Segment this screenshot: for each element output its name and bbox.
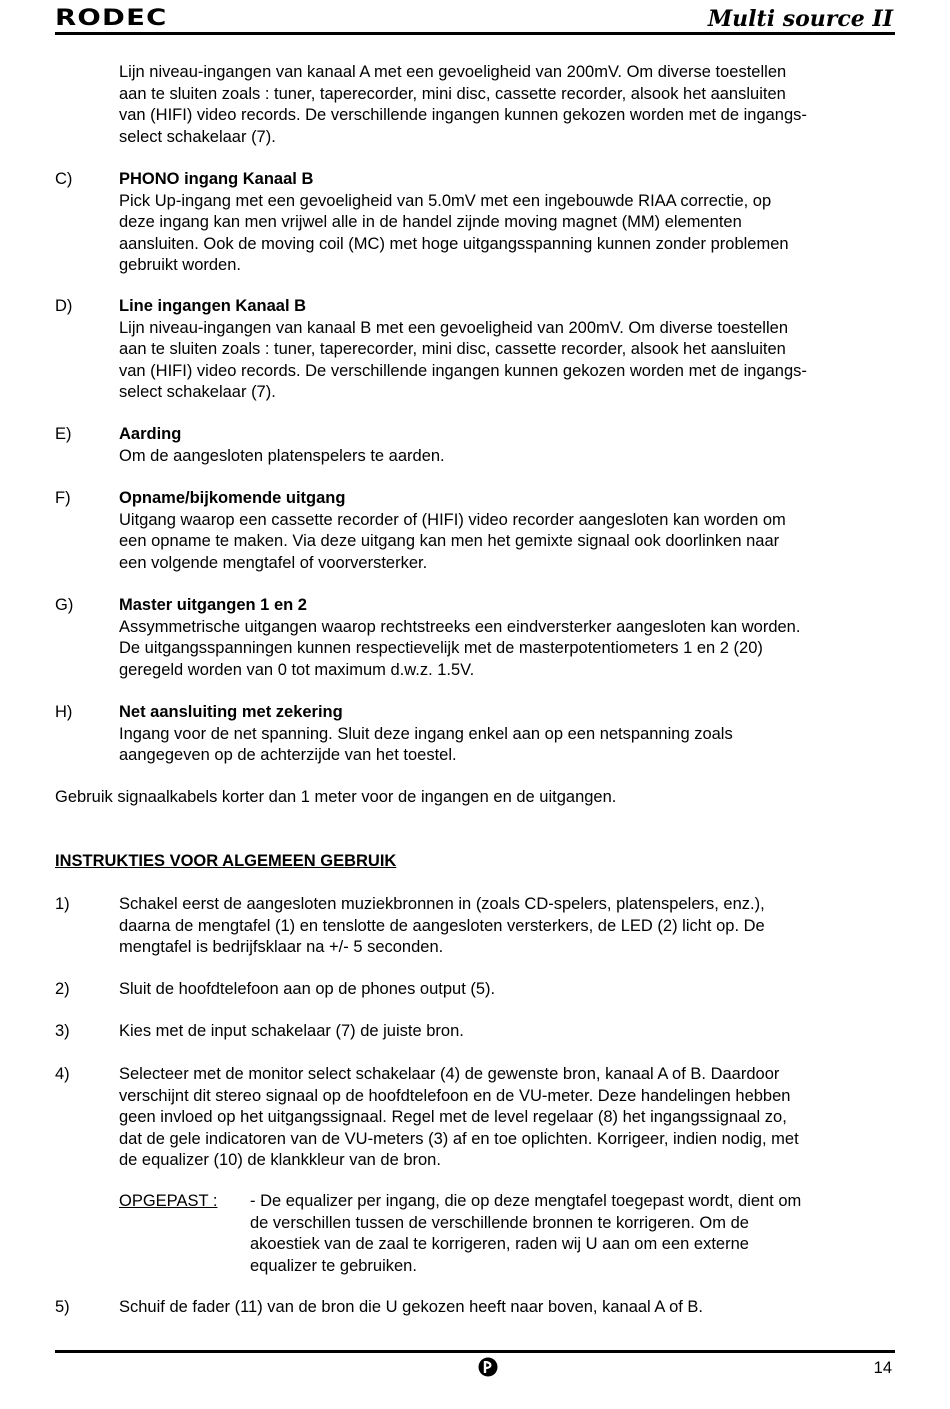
text-line: De uitgangsspanningen kunnen respectievelijk met de masterpotentiometers 1 en 2 (20) [119,639,763,657]
text-line: Kies met de input schakelaar (7) de juiste bron. [119,1022,464,1040]
page-number: 14 [873,1359,892,1377]
text-line: deze ingang kan men vrijwel alle in de handel zijnde moving magnet (MM) elementen [119,213,742,231]
warning-text [250,1191,890,1277]
text-line: geregeld worden van 0 tot maximum d.w.z. 1.5V. [119,660,475,679]
text-line: dat de gele indicatoren van de VU-meters (3) af en toe oplichten. Korrigeer, indien nodig, met [119,1129,799,1148]
text-line: geen invloed op het uitgangssignaal. Regel met de level regelaar (8) het ingangssignaal zo, [119,1108,787,1126]
item-title: Opname/bijkomende uitgang [119,489,346,507]
item-f [55,488,895,574]
text-line: Sluit de hoofdtelefoon aan op de phones output (5). [119,980,496,998]
header-rule [55,32,895,35]
item-letter: F) [55,489,71,507]
section-heading: INSTRUKTIES VOOR ALGEMEEN GEBRUIK [55,852,397,870]
item-letter: D) [55,297,73,315]
intro-paragraph [119,62,899,148]
item-title: Master uitgangen 1 en 2 [119,596,307,614]
step-number: 3) [55,1022,70,1040]
step-1 [55,894,895,959]
step-number: 1) [55,895,70,913]
text-line: Ingang voor de net spanning. Sluit deze ingang enkel aan op een netspanning zoals [119,724,733,743]
text-line: select schakelaar (7). [119,127,276,146]
item-title: PHONO ingang Kanaal B [119,170,314,188]
text-line: aan te sluiten zoals : tuner, taperecorder, mini disc, cassette recorder, alsook het aansluiten [119,84,786,103]
text-line: de verschillen tussen de verschillende bronnen te korrigeren. Om de [250,1213,749,1232]
text-line: Pick Up-ingang met een gevoeligheid van 5.0mV met een ingebouwde RIAA correctie, op [119,191,772,210]
rodec-logo-icon [477,1356,499,1378]
item-c [55,169,895,277]
text-line: equalizer te gebruiken. [250,1256,417,1275]
text-line: aan te sluiten zoals : tuner, taperecorder, mini disc, cassette recorder, alsook het aansluiten [119,340,786,358]
text-line: gebruikt worden. [119,256,241,274]
item-g [55,595,895,681]
text-line: daarna de mengtafel (1) en tenslotte de aangesloten versterkers, de LED (2) licht op. De [119,916,765,935]
warning-label: OPGEPAST : [119,1192,218,1210]
product-title: Multi source II [707,6,893,32]
text-line: van (HIFI) video records. De verschillende ingangen kunnen gekozen worden met de ingangs- [119,106,807,124]
cable-note: Gebruik signaalkabels korter dan 1 meter voor de ingangen en de uitgangen. [55,788,617,806]
text-line: verschijnt dit stereo signaal op de hoofdtelefoon en de VU-meter. Deze handelingen hebben [119,1086,791,1105]
brand-logo: RODEC [55,6,168,31]
text-line: mengtafel is bedrijfsklaar na +/- 5 seconden. [119,938,444,956]
item-title: Line ingangen Kanaal B [119,297,307,315]
item-letter: E) [55,425,72,443]
text-line: aangegeven op de achterzijde van het toestel. [119,746,457,764]
step-4 [55,1064,895,1172]
step-2 [55,979,895,1001]
step-3 [55,1021,895,1043]
item-d [55,296,895,404]
item-title: Aarding [119,425,182,443]
text-line: Om de aangesloten platenspelers te aarden. [119,446,445,465]
text-line: Uitgang waarop een cassette recorder of (HIFI) video recorder aangesloten kan worden om [119,510,786,529]
step-5 [55,1297,895,1319]
text-line: - De equalizer per ingang, die op deze mengtafel toegepast wordt, dient om [250,1192,802,1210]
page-header [55,4,895,34]
item-title: Net aansluiting met zekering [119,703,343,721]
text-line: Lijn niveau-ingangen van kanaal B met een gevoeligheid van 200mV. Om diverse toestellen [119,318,788,337]
text-line: Assymmetrische uitgangen waarop rechtstreeks een eindversterker aangesloten kan worden. [119,617,801,636]
item-letter: G) [55,596,74,614]
text-line: Selecteer met de monitor select schakelaar (4) de gewenste bron, kanaal A of B. Daardoor [119,1065,780,1083]
text-line: Lijn niveau-ingangen van kanaal A met een gevoeligheid van 200mV. Om diverse toestellen [119,63,787,81]
step-number: 4) [55,1065,70,1083]
step-number: 5) [55,1298,70,1316]
text-line: de equalizer (10) de klankkleur van de bron. [119,1151,441,1169]
step-number: 2) [55,980,70,998]
footer-rule [55,1350,895,1353]
item-e [55,424,895,467]
item-letter: C) [55,170,73,188]
text-line: akoestiek van de zaal te korrigeren, raden wij U aan om een externe [250,1235,749,1253]
text-line: een opname te maken. Via deze uitgang kan men het gemixte signaal ook doorlinken naar [119,532,780,550]
text-line: aansluiten. Ook de moving coil (MC) met hoge uitgangsspanning kunnen zonder problemen [119,234,789,253]
item-h [55,702,895,767]
item-letter: H) [55,703,73,721]
text-line: select schakelaar (7). [119,383,276,401]
text-line: Schakel eerst de aangesloten muziekbronnen in (zoals CD-spelers, platenspelers, enz.), [119,895,765,913]
text-line: van (HIFI) video records. De verschillende ingangen kunnen gekozen worden met de ingangs- [119,361,807,380]
text-line: een volgende mengtafel of voorversterker. [119,553,428,572]
text-line: Schuif de fader (11) van de bron die U gekozen heeft naar boven, kanaal A of B. [119,1298,704,1316]
